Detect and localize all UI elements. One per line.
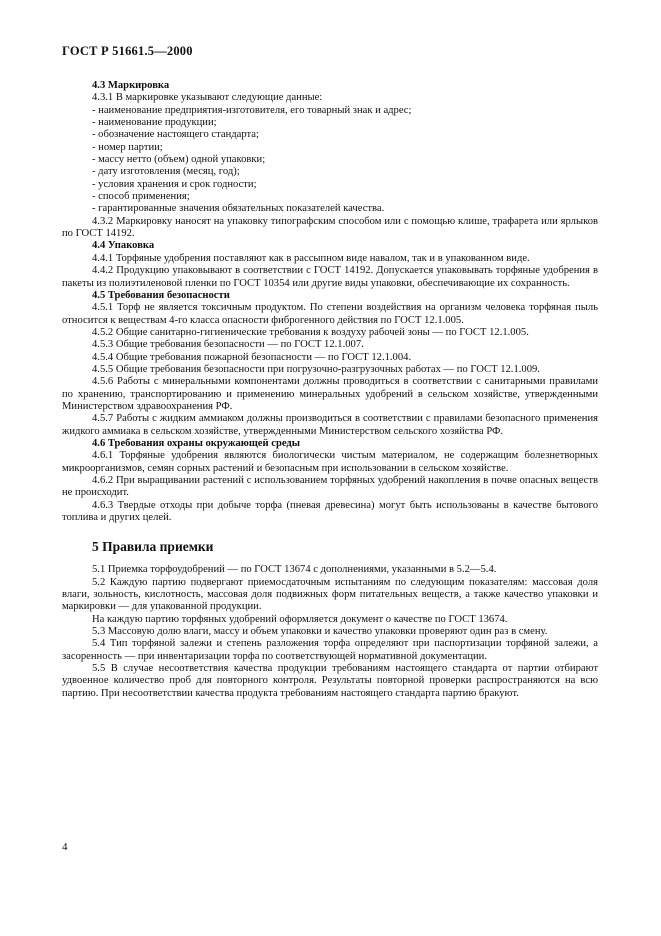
list-item: - условия хранения и срок годности;	[92, 178, 257, 190]
paragraph-4-5-5: 4.5.5 Общие требования безопасности при погрузочно-разгрузочных работах — по ГОСТ 12.1.009.	[92, 363, 540, 375]
section-4-4-title: 4.4 Упаковка	[92, 240, 155, 252]
list-item: - гарантированные значения обязательных показателей качества.	[92, 203, 385, 215]
paragraph-4-6-1: 4.6.1 Торфяные удобрения являются биологически чистым материалом, не содержащим болезнетворных микроорганизмов, семян сорных растений и безопасным при использовании в сельском хозяйстве.	[62, 450, 598, 474]
paragraph-5-2-note: На каждую партию торфяных удобрений оформляется документ о качестве по ГОСТ 13674.	[92, 613, 508, 625]
section-4-3-title: 4.3 Маркировка	[92, 80, 170, 91]
page-header: ГОСТ Р 51661.5—2000	[62, 44, 193, 58]
paragraph-4-3-2: 4.3.2 Маркировку наносят на упаковку типографским способом или с помощью клише, трафарета или ярлыков по ГОСТ 14192.	[62, 215, 598, 240]
section-4-5-title: 4.5 Требования безопасности	[92, 289, 230, 301]
paragraph-4-5-1: 4.5.1 Торф не является токсичным продуктом. По степени воздействия на организм человека торфяная пыль относится к веществам 4-го класса опасности фиброгенного действия по ГОСТ 12.1.005.	[62, 302, 598, 326]
paragraph-4-6-2: 4.6.2 При выращивании растений с использованием торфяных удобрений накопления в почве опасных веществ не происходит.	[62, 475, 598, 499]
list-item: - наименование предприятия-изготовителя, его товарный знак и адрес;	[92, 104, 412, 116]
page-number: 4	[62, 841, 68, 853]
paragraph-4-4-1: 4.4.1 Торфяные удобрения поставляют как в рассыпном виде навалом, так и в упакованном виде.	[92, 252, 530, 264]
paragraph-4-3-1: 4.3.1 В маркировке указывают следующие данные:	[92, 92, 323, 104]
paragraph-5-5: 5.5 В случае несоответствия качества продукции требованиям настоящего стандарта от партии отбирают удвоенное количество проб для повторного контроля. Результаты повторной проверки распространяются на всю партию. При несоответствии качества продукта требованиям настоящего стандарта партию бракуют.	[62, 663, 598, 699]
list-item: - обозначение настоящего стандарта;	[92, 129, 259, 141]
paragraph-4-5-3: 4.5.3 Общие требования безопасности — по ГОСТ 12.1.007.	[92, 339, 364, 351]
paragraph-4-5-6: 4.5.6 Работы с минеральными компонентами должны проводиться в соответствии с санитарными правилами по хранению, транспортированию и применению минеральных удобрений в сельском хозяйстве, утвержденными Министерством здравоохранения РФ.	[62, 376, 598, 412]
paragraph-4-6-3: 4.6.3 Твердые отходы при добыче торфа (пневая древесина) могут быть использованы в качестве бытового топлива и других целей.	[62, 499, 598, 524]
paragraph-5-2: 5.2 Каждую партию подвергают приемосдаточным испытаниям по следующим показателям: массовая доля влаги, зольность, кислотность, массовая доля подвижных форм питательных веществ, а также качество упаковки и маркировки — для упакованной продукции.	[62, 576, 598, 613]
list-item: - номер партии;	[92, 141, 163, 153]
section-4-6-title: 4.6 Требования охраны окружающей среды	[92, 437, 301, 449]
paragraph-4-5-2: 4.5.2 Общие санитарно-гигиенические требования к воздуху рабочей зоны — по ГОСТ 12.1.005.	[92, 326, 529, 338]
paragraph-4-5-7: 4.5.7 Работы с жидким аммиаком должны производиться в соответствии с правилами безопасного применения жидкого аммиака в сельском хозяйстве, утвержденными Министерством сельского хозяйства РФ.	[62, 413, 598, 437]
list-item: - способ применения;	[92, 191, 190, 203]
paragraph-5-4: 5.4 Тип торфяной залежи и степень разложения торфа определяют при паспортизации торфяной залежи, а засоренность — при инвентаризации торфа по соответствующей нормативной документации.	[62, 638, 598, 662]
paragraph-4-5-4: 4.5.4 Общие требования пожарной безопасности — по ГОСТ 12.1.004.	[92, 351, 412, 363]
section-5-title: 5 Правила приемки	[92, 539, 214, 555]
paragraph-5-3: 5.3 Массовую долю влаги, массу и объем упаковки и качество упаковки проверяют один раз в смену.	[92, 626, 548, 638]
list-item: - дату изготовления (месяц, год);	[92, 166, 240, 178]
document-body	[62, 80, 598, 700]
paragraph-5-1: 5.1 Приемка торфоудобрений — по ГОСТ 13674 с дополнениями, указанными в 5.2—5.4.	[92, 564, 497, 576]
list-item: - массу нетто (объем) одной упаковки;	[92, 154, 266, 166]
paragraph-4-4-2: 4.4.2 Продукцию упаковывают в соответствии с ГОСТ 14192. Допускается упаковывать торфяные удобрения в пакеты из полиэтиленовой пленки по ГОСТ 10354 или другие виды упаковки, обеспечивающие их сохранность.	[62, 265, 598, 289]
list-item: - наименование продукции;	[92, 117, 217, 129]
